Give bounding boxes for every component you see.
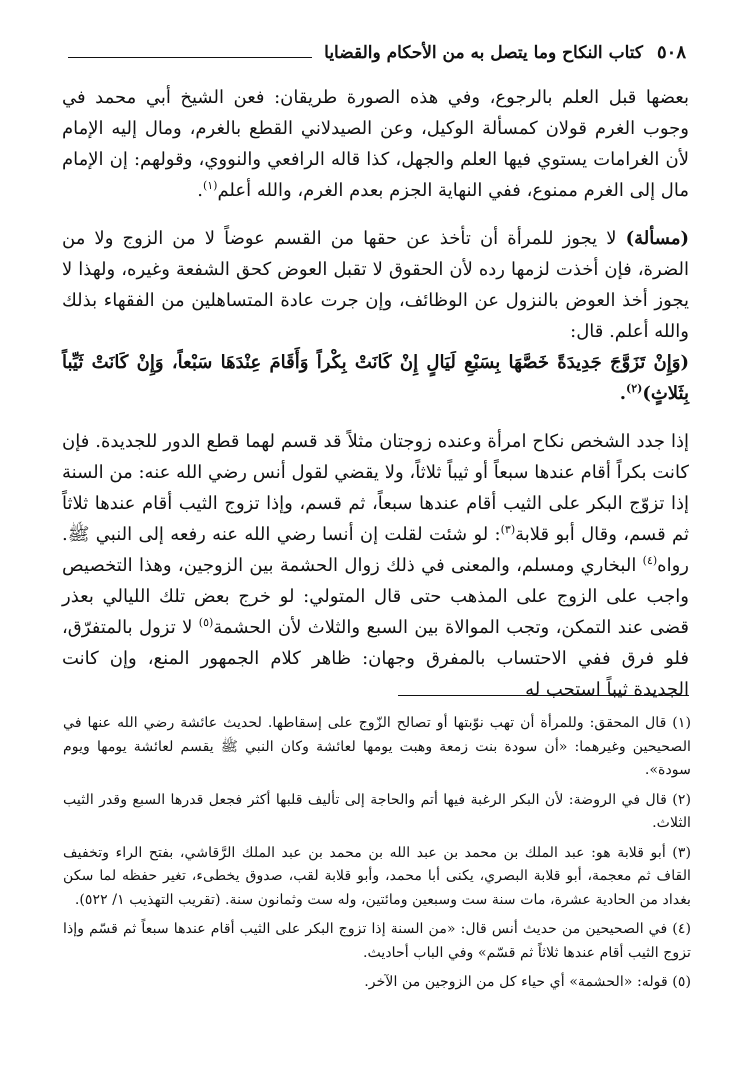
footnote-ref-4: (٤): [642, 554, 658, 567]
running-title: كتاب النكاح وما يتصل به من الأحكام والقضايا: [324, 43, 643, 63]
footnote-2: (٢) قال في الروضة: لأن البكر الرغبة فيها أتم والحاجة إلى تأليف قلبها أكثر فجعل قدرها السبع وقدر الثيب الثلاث.: [63, 791, 691, 831]
page-number: ٥٠٨: [656, 42, 686, 63]
footnote-ref-5: (٥): [198, 616, 214, 629]
paragraph-1: بعضها قبل العلم بالرجوع، وفي هذه الصورة طريقان: فعن الشيخ أبي محمد في وجوب الغرم قولان كمسألة الوكيل، وعن الصيدلاني القطع بالغرم، ومال إليه الإمام لأن الغرامات يستوي فيها العلم والجهل، كذا قاله الرافعي والنووي، وقولهم: إن الإمام مال إلى الغرم ممنوع، ففي النهاية الجزم بعدم الغرم، والله أعلم$^{(١)}$.: [62, 87, 689, 201]
header-rule: [68, 57, 312, 58]
paragraph-2: (مسألة) لا يجوز للمرأة أن تأخذ عن حقها من القسم عوضاً لا من الزوج ولا من الضرة، فإن أخذت لزمها رده لأن الحقوق لا تقبل العوض كحق الشفعة وغيره، ولهذا لا يجوز أخذ العوض بالنزول عن الوظائف، وإن جرت عادة المتساهلين من الفقهاء بذلك والله أعلم. قال:: [62, 228, 689, 342]
footnote-5: (٥) قوله: «الحشمة» أي حياء كل من الزوجين من الآخر.: [364, 974, 691, 990]
footnote-divider: [398, 695, 689, 696]
footnote-1: (١) قال المحقق: وللمرأة أن تهب نوّبتها أو تصالح الزّوج على إسقاطها. لحديث عائشة رضي الله عنها في الصحيحين وغيرهما: «أن سودة بنت زمعة وهبت يومها لعائشة وكان النبي ﷺ يقسم لعائشة يومها ويوم سودة».: [63, 715, 691, 778]
footnote-3: (٣) أبو قلابة هو: عبد الملك بن محمد بن عبد الله بن محمد بن عبد الملك الرَّقاشي، بفتح الراء وتخفيف القاف ثم معجمة، أبو قلابة البصري، يكنى أبا محمد، وأبو قلابة لقب، صدوق يخطىء، تغير حفظه لما سكن بغداد من الحادية عشرة، مات سنة ست وسبعين ومائتين، وله ست وثمانون سنة. (تقريب التهذيب ١/ ٥٢٢).: [63, 844, 691, 908]
footnote-ref-2: (٢): [625, 382, 643, 395]
matn-quote: (وَإِنْ تَزَوَّجَ جَدِيدَةً خَصَّهَا بِسَبْعِ لَيَالٍ إِنْ كَانَتْ بِكْراً وَأَقَامَ عِنْدَهَا سَبْعاً، وَإِنْ كَانَتْ ثَيِّباً بِثَلاثٍ)$^{(٢)}$.: [62, 352, 689, 404]
paragraph-4: إذا جدد الشخص نكاح امرأة وعنده زوجتان مثلاً قد قسم لهما قطع الدور للجديدة. فإن كانت بكراً أقام عندها سبعاً أو ثيباً ثلاثاً، ولا يقضي لقول أنس رضي الله عنه: من السنة إذا تزوّج البكر على الثيب أقام عندها سبعاً، ثم قسم، وإذا تزوج الثيب أقام عندها ثلاثاً ثم قسم، وقال أبو قلابة$^{(٣)}$: لو شئت لقلت إن أنسا رضي الله عنه رفعه إلى النبي ﷺ. رواه$^{(٤)}$ البخاري ومسلم، والمعنى في ذلك زوال الحشمة بين الزوجين، وهذا التخصيص واجب على الزوج على المذهب حتى قال المتولي: لو خرج بعض تلك الليالي بعذر قضى عند التمكن، وتجب الموالاة بين السبع والثلاث لأن الحشمة$^{(٥)}$ لا تزول بالمتفرّق، فلو فرق ففي الاحتساب بالمفرق وجهان: ظاهر كلام الجمهور المنع، وإن كانت الجديدة ثيباً استحب له: [62, 431, 689, 700]
footnotes: [63, 712, 691, 1001]
footnote-ref-1: (١): [202, 179, 218, 192]
masala-label: (مسألة): [625, 228, 689, 249]
footnote-ref-3: (٣): [500, 523, 516, 536]
footnote-4: (٤) في الصحيحين من حديث أنس قال: «من السنة إذا تزوج البكر على الثيب أقام عندها سبعاً ثم قسّم وإذا تزوج الثيب أقام عندها ثلاثاً ثم قسّم» وفي الباب أحاديث.: [63, 921, 691, 961]
page-header: [56, 34, 686, 64]
main-text: [62, 82, 689, 705]
